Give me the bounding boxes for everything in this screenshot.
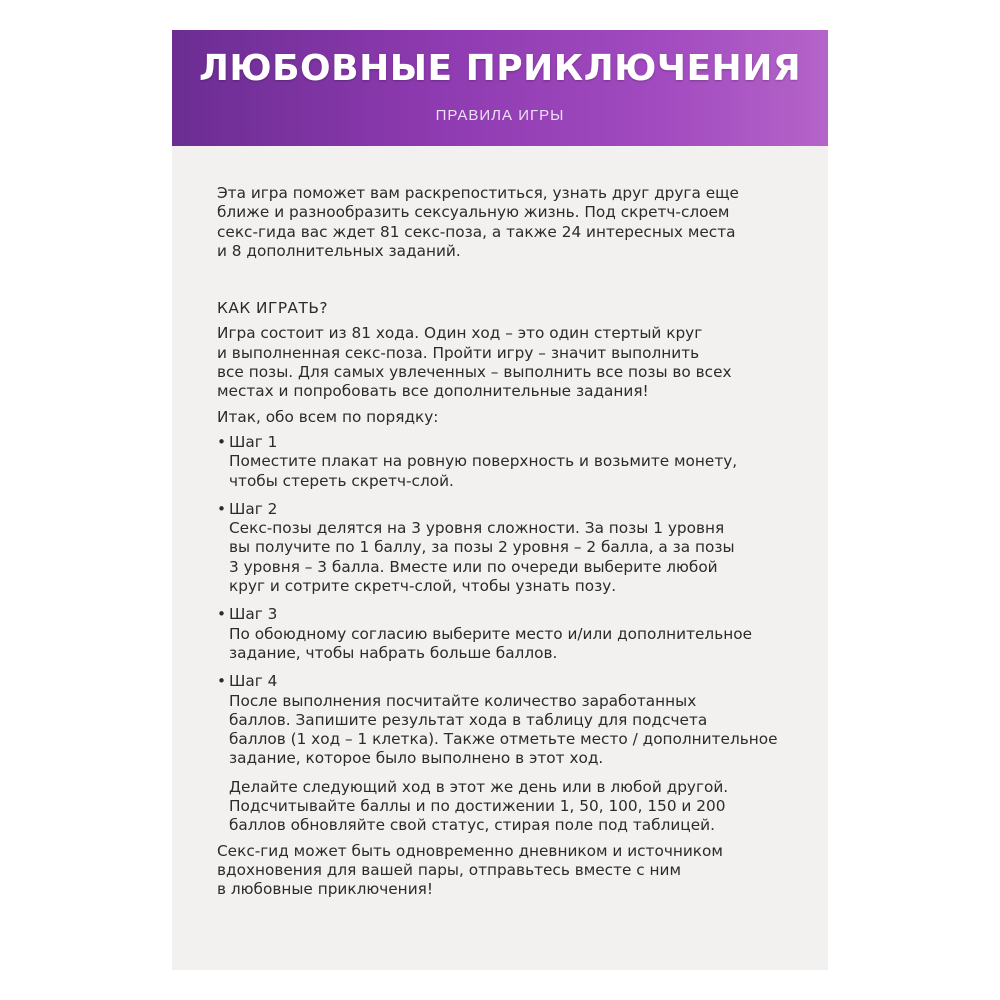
step-line: Секс-позы делятся на 3 уровня сложности. За позы 1 уровня xyxy=(229,519,725,538)
step-text xyxy=(229,692,807,769)
step-line: баллов (1 ход – 1 клетка). Также отметьте место / дополнительное xyxy=(229,730,778,749)
step-line: Поместите плакат на ровную поверхность и возьмите монету, xyxy=(229,452,738,471)
step-line: После выполнения посчитайте количество заработанных xyxy=(229,691,697,710)
rules-body xyxy=(217,184,807,900)
step-line: Подсчитывайте баллы и по достижении 1, 50, 100, 150 и 200 xyxy=(229,797,726,816)
step-line: задание, чтобы набрать больше баллов. xyxy=(229,643,558,662)
step-title: Шаг 3 xyxy=(229,605,278,624)
step-line: 3 уровня – 3 балла. Вместе или по очереди выберите любой xyxy=(229,557,718,576)
order-intro: Итак, обо всем по порядку: xyxy=(217,407,439,426)
outro-line: в любовные приключения! xyxy=(217,880,433,899)
step-title: Шаг 1 xyxy=(229,432,278,451)
step-label xyxy=(217,433,807,452)
description-line: Игра состоит из 81 хода. Один ход – это один стертый круг xyxy=(217,324,703,343)
step-line: вы получите по 1 баллу, за позы 2 уровня – 2 балла, а за позы xyxy=(229,538,735,557)
outro-line: Секс-гид может быть одновременно дневником и источником xyxy=(217,841,723,860)
page-title: ЛЮБОВНЫЕ ПРИКЛЮЧЕНИЯ xyxy=(198,48,802,89)
step-label xyxy=(217,500,807,519)
step-text xyxy=(229,452,807,491)
intro-line: Эта игра поможет вам раскрепоститься, узнать друг друга еще xyxy=(217,184,739,202)
game-description xyxy=(217,324,807,401)
step-title: Шаг 2 xyxy=(229,499,278,518)
step-line: круг и сотрите скретч-слой, чтобы узнать позу. xyxy=(229,577,617,596)
header-banner xyxy=(172,30,828,146)
bullet-icon: • xyxy=(217,432,227,451)
intro-paragraph xyxy=(217,184,807,261)
how-to-heading: КАК ИГРАТЬ? xyxy=(217,299,328,318)
step-line: Делайте следующий ход в этот же день или в любой другой. xyxy=(229,777,729,796)
intro-line: ближе и разнообразить сексуальную жизнь. Под скретч-слоем xyxy=(217,203,730,222)
step-line: чтобы стереть скретч-слой. xyxy=(229,471,454,490)
description-line: все позы. Для самых увлеченных – выполнить все позы во всех xyxy=(217,363,732,382)
description-line: и выполненная секс-поза. Пройти игру – значит выполнить xyxy=(217,343,700,362)
page-subtitle: ПРАВИЛА ИГРЫ xyxy=(435,107,565,124)
bullet-icon: • xyxy=(217,499,227,518)
step-line: баллов обновляйте свой статус, стирая поле под таблицей. xyxy=(229,816,715,835)
rules-card xyxy=(172,30,828,970)
step-text xyxy=(229,625,807,664)
step-text xyxy=(229,519,807,596)
step-title: Шаг 4 xyxy=(229,672,278,691)
step-text xyxy=(229,778,807,836)
step-label xyxy=(217,605,807,624)
step-line: баллов. Запишите результат хода в таблицу для подсчета xyxy=(229,710,708,729)
bullet-icon: • xyxy=(217,672,227,691)
intro-line: секс-гида вас ждет 81 секс-поза, а также 24 интересных места xyxy=(217,222,736,241)
outro-line: вдохновения для вашей пары, отправьтесь вместе с ним xyxy=(217,860,682,879)
step-line: задание, которое было выполнено в этот ход. xyxy=(229,749,604,768)
bullet-icon: • xyxy=(217,605,227,624)
step-line: По обоюдному согласию выберите место и/или дополнительное xyxy=(229,624,752,643)
intro-line: и 8 дополнительных заданий. xyxy=(217,241,461,260)
step-label xyxy=(217,672,807,691)
outro-paragraph xyxy=(217,842,807,900)
description-line: местах и попробовать все дополнительные задания! xyxy=(217,382,649,401)
